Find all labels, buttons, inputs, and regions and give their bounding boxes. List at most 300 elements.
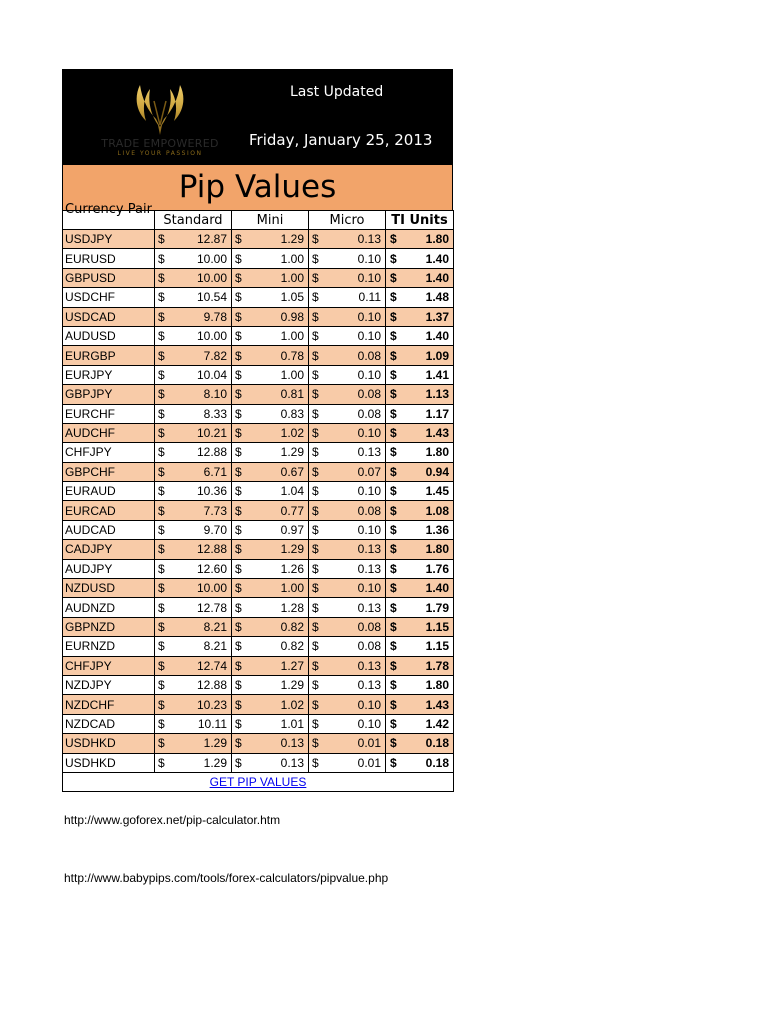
pip-value: 1.80 <box>425 542 449 557</box>
currency-symbol: $ <box>312 736 319 751</box>
column-header-micro: Micro <box>309 211 386 230</box>
pip-value: 0.98 <box>280 309 304 324</box>
currency-pair-cell: AUDCHF <box>63 423 155 442</box>
currency-symbol: $ <box>312 484 319 499</box>
standard-value-cell <box>155 385 232 404</box>
currency-symbol: $ <box>235 658 242 673</box>
pip-value: 0.13 <box>357 445 381 460</box>
pip-value: 1.15 <box>425 639 449 654</box>
currency-symbol: $ <box>235 620 242 634</box>
standard-value-cell <box>155 346 232 365</box>
mini-value-cell <box>232 559 309 578</box>
currency-symbol: $ <box>390 542 397 557</box>
micro-value-cell <box>309 230 386 249</box>
pip-value: 0.08 <box>357 387 381 402</box>
pip-value: 1.40 <box>425 581 449 596</box>
pip-value: 0.18 <box>425 755 449 770</box>
currency-symbol: $ <box>158 251 165 266</box>
pip-value: 1.37 <box>425 309 449 324</box>
micro-value-cell <box>309 404 386 423</box>
table-row <box>63 695 454 714</box>
standard-value-cell <box>155 695 232 714</box>
currency-symbol: $ <box>235 523 242 538</box>
currency-symbol: $ <box>390 290 397 305</box>
currency-symbol: $ <box>312 503 319 518</box>
currency-symbol: $ <box>390 600 397 615</box>
currency-pair-cell: USDCHF <box>63 288 155 307</box>
ti-units-value-cell <box>386 501 454 520</box>
currency-symbol: $ <box>158 348 165 363</box>
ti-units-value-cell <box>386 288 454 307</box>
currency-symbol: $ <box>312 251 319 266</box>
pip-value: 0.13 <box>357 542 381 557</box>
currency-symbol: $ <box>390 755 397 770</box>
pip-value: 1.00 <box>280 329 304 344</box>
pip-value: 7.73 <box>203 503 227 518</box>
currency-symbol: $ <box>312 348 319 363</box>
currency-symbol: $ <box>390 387 397 402</box>
standard-value-cell <box>155 326 232 345</box>
currency-symbol: $ <box>235 329 242 344</box>
currency-pair-cell: USDCAD <box>63 307 155 326</box>
pip-value: 0.10 <box>357 251 381 266</box>
ti-units-value-cell <box>386 443 454 462</box>
micro-value-cell <box>309 423 386 442</box>
currency-symbol: $ <box>235 445 242 460</box>
pip-value: 0.94 <box>425 464 449 479</box>
pip-value: 1.01 <box>280 716 304 731</box>
ti-units-value-cell <box>386 307 454 326</box>
currency-symbol: $ <box>390 309 397 324</box>
currency-symbol: $ <box>312 620 319 634</box>
ti-units-value-cell <box>386 734 454 753</box>
currency-symbol: $ <box>312 464 319 479</box>
pip-value: 12.78 <box>196 600 227 615</box>
currency-symbol: $ <box>390 232 397 247</box>
currency-pair-cell: EURGBP <box>63 346 155 365</box>
micro-value-cell <box>309 326 386 345</box>
table-row <box>63 268 454 287</box>
pip-value: 9.70 <box>203 523 227 538</box>
currency-pair-cell: NZDJPY <box>63 675 155 694</box>
last-updated-date: Friday, January 25, 2013 <box>249 131 433 149</box>
mini-value-cell <box>232 230 309 249</box>
currency-symbol: $ <box>312 270 319 285</box>
trade-empowered-logo <box>86 79 234 159</box>
pip-value: 1.28 <box>280 600 304 615</box>
pip-value: 12.74 <box>196 658 227 673</box>
ti-units-value-cell <box>386 579 454 598</box>
standard-value-cell <box>155 540 232 559</box>
pip-value: 0.13 <box>357 658 381 673</box>
mini-value-cell <box>232 520 309 539</box>
mini-value-cell <box>232 501 309 520</box>
column-header-standard: Standard <box>155 211 232 230</box>
mini-value-cell <box>232 753 309 772</box>
pip-value: 10.54 <box>196 290 227 305</box>
pip-value: 0.01 <box>357 755 381 770</box>
pip-value: 0.18 <box>425 736 449 751</box>
pip-value: 1.78 <box>425 658 449 673</box>
pip-value: 8.10 <box>203 387 227 402</box>
table-row <box>63 462 454 481</box>
currency-symbol: $ <box>390 484 397 499</box>
currency-symbol: $ <box>312 658 319 673</box>
header-band <box>62 69 453 165</box>
mini-value-cell <box>232 598 309 617</box>
micro-value-cell <box>309 598 386 617</box>
currency-symbol: $ <box>390 561 397 576</box>
ti-units-value-cell <box>386 714 454 733</box>
standard-value-cell <box>155 734 232 753</box>
currency-symbol: $ <box>158 736 165 751</box>
currency-symbol: $ <box>235 755 242 770</box>
pip-value: 0.11 <box>358 290 381 305</box>
pip-value: 1.29 <box>280 678 304 693</box>
table-row <box>63 559 454 578</box>
pip-values-sheet <box>62 69 453 792</box>
currency-symbol: $ <box>390 426 397 441</box>
mini-value-cell <box>232 326 309 345</box>
last-updated-label: Last Updated <box>290 84 384 100</box>
standard-value-cell <box>155 443 232 462</box>
pip-value: 12.60 <box>196 561 227 576</box>
mini-value-cell <box>232 714 309 733</box>
currency-symbol: $ <box>158 755 165 770</box>
currency-pair-cell: USDHKD <box>63 734 155 753</box>
pip-value: 1.00 <box>280 251 304 266</box>
currency-symbol: $ <box>312 561 319 576</box>
currency-pair-cell: AUDNZD <box>63 598 155 617</box>
babypips-url: http://www.babypips.com/tools/forex-calculators/pipvalue.php <box>64 871 389 885</box>
standard-value-cell <box>155 230 232 249</box>
pip-value: 1.02 <box>280 697 304 712</box>
pip-value: 12.87 <box>196 232 227 247</box>
currency-symbol: $ <box>235 348 242 363</box>
pip-value: 0.13 <box>357 561 381 576</box>
goforex-url: http://www.goforex.net/pip-calculator.htm <box>64 813 281 827</box>
micro-value-cell <box>309 249 386 268</box>
table-row <box>63 307 454 326</box>
table-row <box>63 501 454 520</box>
currency-symbol: $ <box>312 387 319 402</box>
column-header-pair: Currency Pair <box>63 211 155 230</box>
table-row <box>63 675 454 694</box>
pip-value: 1.80 <box>425 445 449 460</box>
pip-value: 1.29 <box>203 755 227 770</box>
mini-value-cell <box>232 695 309 714</box>
pip-value: 10.11 <box>197 716 227 731</box>
pip-value: 1.45 <box>425 484 449 499</box>
pip-value: 1.26 <box>280 561 304 576</box>
mini-value-cell <box>232 365 309 384</box>
table-row <box>63 482 454 501</box>
micro-value-cell <box>309 501 386 520</box>
pip-value: 1.40 <box>425 329 449 344</box>
pip-value: 8.21 <box>203 639 227 654</box>
pip-value: 0.07 <box>357 464 381 479</box>
standard-value-cell <box>155 656 232 675</box>
micro-value-cell <box>309 307 386 326</box>
currency-symbol: $ <box>312 542 319 557</box>
currency-symbol: $ <box>312 406 319 421</box>
standard-value-cell <box>155 365 232 384</box>
currency-symbol: $ <box>390 716 397 731</box>
standard-value-cell <box>155 520 232 539</box>
pip-value: 0.08 <box>357 503 381 518</box>
pip-value: 1.29 <box>280 445 304 460</box>
currency-symbol: $ <box>158 290 165 305</box>
mini-value-cell <box>232 734 309 753</box>
table-row <box>63 249 454 268</box>
currency-symbol: $ <box>235 697 242 712</box>
currency-symbol: $ <box>158 600 165 615</box>
pip-value: 1.09 <box>425 348 449 363</box>
currency-symbol: $ <box>235 290 242 305</box>
winged-v-logo-icon <box>132 81 188 139</box>
micro-value-cell <box>309 520 386 539</box>
currency-pair-cell: CADJPY <box>63 540 155 559</box>
standard-value-cell <box>155 288 232 307</box>
pip-value: 0.10 <box>357 697 381 712</box>
currency-pair-cell: GBPCHF <box>63 462 155 481</box>
ti-units-value-cell <box>386 365 454 384</box>
table-row <box>63 326 454 345</box>
pip-value: 1.29 <box>203 736 227 751</box>
pip-value: 1.79 <box>425 600 449 615</box>
currency-symbol: $ <box>390 678 397 693</box>
table-body <box>63 230 454 773</box>
standard-value-cell <box>155 249 232 268</box>
currency-symbol: $ <box>312 329 319 344</box>
standard-value-cell <box>155 268 232 287</box>
currency-symbol: $ <box>390 639 397 654</box>
mini-value-cell <box>232 637 309 656</box>
pip-value: 0.13 <box>280 755 304 770</box>
currency-symbol: $ <box>312 639 319 654</box>
micro-value-cell <box>309 462 386 481</box>
pip-value: 10.00 <box>196 581 227 596</box>
standard-value-cell <box>155 462 232 481</box>
currency-symbol: $ <box>390 658 397 673</box>
currency-symbol: $ <box>312 309 319 324</box>
currency-symbol: $ <box>235 716 242 731</box>
standard-value-cell <box>155 559 232 578</box>
currency-pair-cell: EURCHF <box>63 404 155 423</box>
pip-value: 1.36 <box>425 523 449 538</box>
micro-value-cell <box>309 268 386 287</box>
pip-value: 1.48 <box>425 290 449 305</box>
currency-symbol: $ <box>158 270 165 285</box>
currency-symbol: $ <box>390 581 397 596</box>
currency-pair-cell: NZDCAD <box>63 714 155 733</box>
pip-value: 12.88 <box>196 678 227 693</box>
ti-units-value-cell <box>386 326 454 345</box>
currency-symbol: $ <box>158 716 165 731</box>
ti-units-value-cell <box>386 520 454 539</box>
currency-symbol: $ <box>235 484 242 499</box>
micro-value-cell <box>309 540 386 559</box>
mini-value-cell <box>232 579 309 598</box>
pip-value: 0.10 <box>357 309 381 324</box>
pip-value: 0.10 <box>357 426 381 441</box>
logo-wordmark: TRADE EMPOWERED <box>101 137 219 150</box>
currency-symbol: $ <box>390 620 397 634</box>
mini-value-cell <box>232 482 309 501</box>
currency-symbol: $ <box>235 406 242 421</box>
mini-value-cell <box>232 385 309 404</box>
table-row <box>63 230 454 249</box>
pip-value: 0.97 <box>280 523 304 538</box>
pip-value: 0.08 <box>357 639 381 654</box>
table-footer-row <box>63 772 454 791</box>
mini-value-cell <box>232 675 309 694</box>
ti-units-value-cell <box>386 598 454 617</box>
currency-pair-cell: EURCAD <box>63 501 155 520</box>
pip-value: 1.43 <box>425 697 449 712</box>
pip-value: 1.00 <box>280 367 304 382</box>
currency-symbol: $ <box>390 464 397 479</box>
standard-value-cell <box>155 598 232 617</box>
get-pip-values-cell <box>63 772 454 791</box>
ti-units-value-cell <box>386 753 454 772</box>
column-header-mini: Mini <box>232 211 309 230</box>
currency-symbol: $ <box>312 697 319 712</box>
currency-pair-cell: EURAUD <box>63 482 155 501</box>
currency-symbol: $ <box>235 387 242 402</box>
currency-pair-cell: GBPJPY <box>63 385 155 404</box>
mini-value-cell <box>232 288 309 307</box>
currency-symbol: $ <box>235 426 242 441</box>
mini-value-cell <box>232 404 309 423</box>
ti-units-value-cell <box>386 385 454 404</box>
pip-value: 0.67 <box>280 464 304 479</box>
ti-units-value-cell <box>386 656 454 675</box>
currency-symbol: $ <box>312 290 319 305</box>
pip-value: 1.41 <box>425 367 449 382</box>
currency-symbol: $ <box>158 678 165 693</box>
ti-units-value-cell <box>386 423 454 442</box>
pip-value: 0.82 <box>280 639 304 654</box>
pip-value: 1.29 <box>280 542 304 557</box>
currency-symbol: $ <box>235 503 242 518</box>
pip-value: 0.08 <box>357 406 381 421</box>
column-header-ti-units: TI Units <box>386 211 454 230</box>
pip-value: 0.08 <box>357 348 381 363</box>
currency-symbol: $ <box>158 503 165 518</box>
pip-value: 10.23 <box>196 697 227 712</box>
pip-value: 0.81 <box>280 387 304 402</box>
standard-value-cell <box>155 404 232 423</box>
mini-value-cell <box>232 443 309 462</box>
currency-symbol: $ <box>390 445 397 460</box>
currency-symbol: $ <box>235 270 242 285</box>
table-row <box>63 656 454 675</box>
currency-symbol: $ <box>312 678 319 693</box>
table-row <box>63 734 454 753</box>
currency-symbol: $ <box>390 270 397 285</box>
pip-value: 1.42 <box>425 716 449 731</box>
pip-value: 0.10 <box>357 329 381 344</box>
pip-values-table <box>62 202 454 792</box>
ti-units-value-cell <box>386 346 454 365</box>
currency-pair-cell: AUDCAD <box>63 520 155 539</box>
currency-pair-cell: GBPNZD <box>63 617 155 636</box>
currency-symbol: $ <box>390 251 397 266</box>
currency-symbol: $ <box>158 620 165 634</box>
currency-symbol: $ <box>158 232 165 247</box>
pip-value: 1.00 <box>280 270 304 285</box>
currency-pair-cell: EURNZD <box>63 637 155 656</box>
currency-pair-cell: GBPUSD <box>63 268 155 287</box>
currency-symbol: $ <box>158 658 165 673</box>
pip-value: 0.78 <box>280 348 304 363</box>
ti-units-value-cell <box>386 617 454 636</box>
currency-symbol: $ <box>158 329 165 344</box>
pip-value: 0.10 <box>357 270 381 285</box>
pip-value: 0.10 <box>357 484 381 499</box>
micro-value-cell <box>309 695 386 714</box>
currency-symbol: $ <box>390 348 397 363</box>
currency-symbol: $ <box>390 367 397 382</box>
currency-symbol: $ <box>235 542 242 557</box>
currency-symbol: $ <box>312 445 319 460</box>
logo-tagline: LIVE YOUR PASSION <box>117 150 203 157</box>
micro-value-cell <box>309 482 386 501</box>
pip-value: 0.10 <box>357 581 381 596</box>
pip-value: 1.27 <box>280 658 304 673</box>
ti-units-value-cell <box>386 695 454 714</box>
pip-value: 1.43 <box>425 426 449 441</box>
currency-symbol: $ <box>158 445 165 460</box>
mini-value-cell <box>232 617 309 636</box>
mini-value-cell <box>232 423 309 442</box>
currency-symbol: $ <box>312 716 319 731</box>
currency-pair-cell: CHFJPY <box>63 443 155 462</box>
currency-symbol: $ <box>312 367 319 382</box>
mini-value-cell <box>232 346 309 365</box>
pip-value: 8.33 <box>203 406 227 421</box>
currency-symbol: $ <box>158 561 165 576</box>
currency-symbol: $ <box>312 755 319 770</box>
ti-units-value-cell <box>386 637 454 656</box>
standard-value-cell <box>155 753 232 772</box>
standard-value-cell <box>155 617 232 636</box>
currency-symbol: $ <box>312 426 319 441</box>
standard-value-cell <box>155 675 232 694</box>
currency-symbol: $ <box>390 523 397 538</box>
currency-pair-cell: NZDCHF <box>63 695 155 714</box>
get-pip-values-link[interactable]: GET PIP VALUES <box>209 774 307 789</box>
table-row <box>63 365 454 384</box>
currency-symbol: $ <box>390 503 397 518</box>
micro-value-cell <box>309 346 386 365</box>
table-row <box>63 753 454 772</box>
micro-value-cell <box>309 714 386 733</box>
page-title: Pip Values <box>178 169 337 205</box>
micro-value-cell <box>309 365 386 384</box>
mini-value-cell <box>232 462 309 481</box>
standard-value-cell <box>155 307 232 326</box>
pip-value: 0.10 <box>357 523 381 538</box>
pip-value: 0.10 <box>357 716 381 731</box>
mini-value-cell <box>232 268 309 287</box>
ti-units-value-cell <box>386 268 454 287</box>
currency-symbol: $ <box>312 232 319 247</box>
standard-value-cell <box>155 482 232 501</box>
pip-value: 0.13 <box>357 600 381 615</box>
currency-pair-cell: CHFJPY <box>63 656 155 675</box>
